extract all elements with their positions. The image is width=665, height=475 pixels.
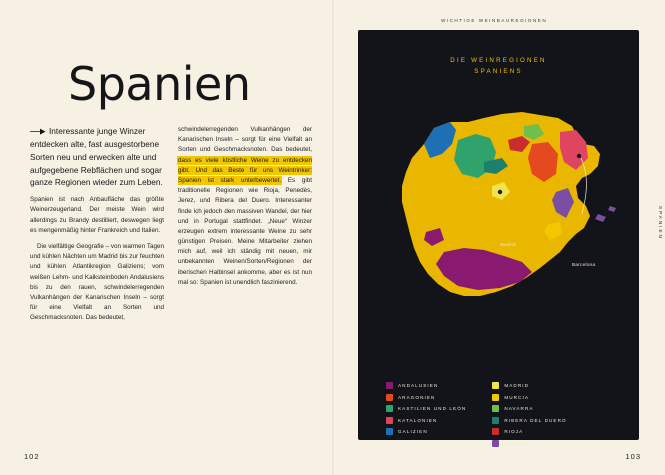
legend-item (386, 394, 466, 401)
city-dot-barcelona (577, 154, 581, 158)
legend-swatch-aragonien (386, 394, 393, 401)
legend-swatch-katalonien (386, 417, 393, 424)
panel-title-line1: DIE WEINREGIONEN (450, 57, 547, 64)
legend-swatch-navarra (492, 405, 499, 412)
legend-swatch-madrid (492, 382, 499, 389)
paragraph-1: Spanien ist nach Anbaufläche das größte Weinerzeugerland. Der meiste Wein wird allerdings zu Brandy destilliert, deswegen liegt es mengenmäßig hinter Frankreich und Italien. (30, 196, 164, 234)
column-left (30, 125, 164, 330)
page-title: Spanien (68, 56, 251, 111)
body-columns (30, 125, 312, 330)
legend-item (386, 405, 466, 412)
panel-title (358, 56, 639, 77)
legend-item (386, 417, 466, 424)
legend-label: KASTILIEN UND LEÓN (398, 406, 467, 411)
section-kicker: WICHTIGE WEINBAUREGIONEN (441, 18, 548, 23)
panel-title-line2: SPANIENS (474, 67, 523, 75)
map-legend (386, 382, 614, 447)
legend-item (492, 428, 566, 435)
legend-item (386, 428, 466, 435)
arrow-icon (30, 128, 46, 135)
column-right (178, 125, 312, 330)
legend-column-1 (386, 382, 466, 447)
legend-swatch-rioja (492, 428, 499, 435)
side-tab-spanien: SPANIEN (658, 206, 663, 240)
city-label-barcelona: Barcelona (572, 262, 596, 267)
legend-item (492, 394, 566, 401)
legend-item (492, 440, 566, 447)
legend-label: MURCIA (504, 394, 530, 400)
paragraph-2: Die vielfältige Geografie – von warmen Tagen und kühlen Nächten um Madrid bis zur feuchten und kühlen Atlantikregion Galiziens; vom weißen Lehm- und Kalksteinboden Andalusiens bis zu den rauen, schwindelerregenden Vulkanhängen der Kanarischen Inseln – sorgt für eine Vielfalt an Sorten und Geschmacksnoten. Das bedeutet, (30, 243, 164, 322)
lead-text: Interessante junge Winzer entdecken alte, fast ausgestorbene Sorten neu und erwecken alte und aufgegebene Rebflächen und sogar ganze Regionen wieder zum Leben. (30, 126, 163, 188)
spain-map (372, 82, 625, 362)
legend-item (386, 382, 466, 389)
city-dot-madrid (498, 190, 502, 194)
balearic-islands (595, 206, 616, 222)
paragraph-2-cont-text: schwindelerregenden Vulkanhängen der Kanarischen Inseln – sorgt für eine Vielfalt an Sorten und Geschmacksnoten. Das bedeutet, (178, 126, 312, 154)
legend-label: VALENCIA (504, 440, 536, 446)
paragraph-2-cont (178, 125, 312, 288)
legend-label: ANDALUSIEN (398, 383, 439, 388)
legend-swatch-ribera-del-duero (492, 417, 499, 424)
paragraph-3-text: Es gibt traditionelle Regionen wie Rioja, Penedès, Jerez, und Ribera del Duero. Interessanter finde ich jedoch den massiven Wandel, der hier und in Portugal stattfindet. „Neue“ Winzer erzeugen extrem interessante Weine zu sehr günstigen Preisen. Meine Mitarbeiter ziehen mich auf, weil ich ständig mit neuen, mir unbekannten Weinen/Sorten/Regionen der iberischen Halbinsel ankomme, aber es ist nun mal so: Spanien ist unendlich faszinierend. (178, 176, 312, 286)
city-label-madrid: Madrid (500, 242, 516, 247)
highlighted-sentence: dass es viele köstliche Weine zu entdecken gibt. Und das Beste für uns Weintrinker: Spanien ist stark unterbewertet. (178, 156, 312, 184)
legend-swatch-valencia (492, 440, 499, 447)
legend-label: ARAGONIEN (398, 394, 436, 400)
legend-item (492, 382, 566, 389)
legend-item (492, 405, 566, 412)
lead-paragraph (30, 125, 164, 189)
legend-swatch-galizien (386, 428, 393, 435)
legend-label: GALIZIEN (398, 429, 428, 434)
legend-label: NAVARRA (504, 406, 534, 411)
legend-label: RIOJA (504, 429, 524, 434)
legend-swatch-murcia (492, 394, 499, 401)
legend-column-2 (492, 382, 566, 447)
legend-label: MADRID (504, 383, 530, 388)
legend-swatch-kastilien-leon (386, 405, 393, 412)
right-page (333, 0, 665, 475)
map-panel (358, 30, 639, 446)
legend-label: RIBERA DEL DUERO (504, 417, 567, 423)
legend-item (492, 417, 566, 424)
legend-label: KATALONIEN (398, 417, 438, 423)
folio-right: 103 (625, 452, 641, 461)
folio-left: 102 (24, 452, 40, 461)
legend-swatch-andalusien (386, 382, 393, 389)
